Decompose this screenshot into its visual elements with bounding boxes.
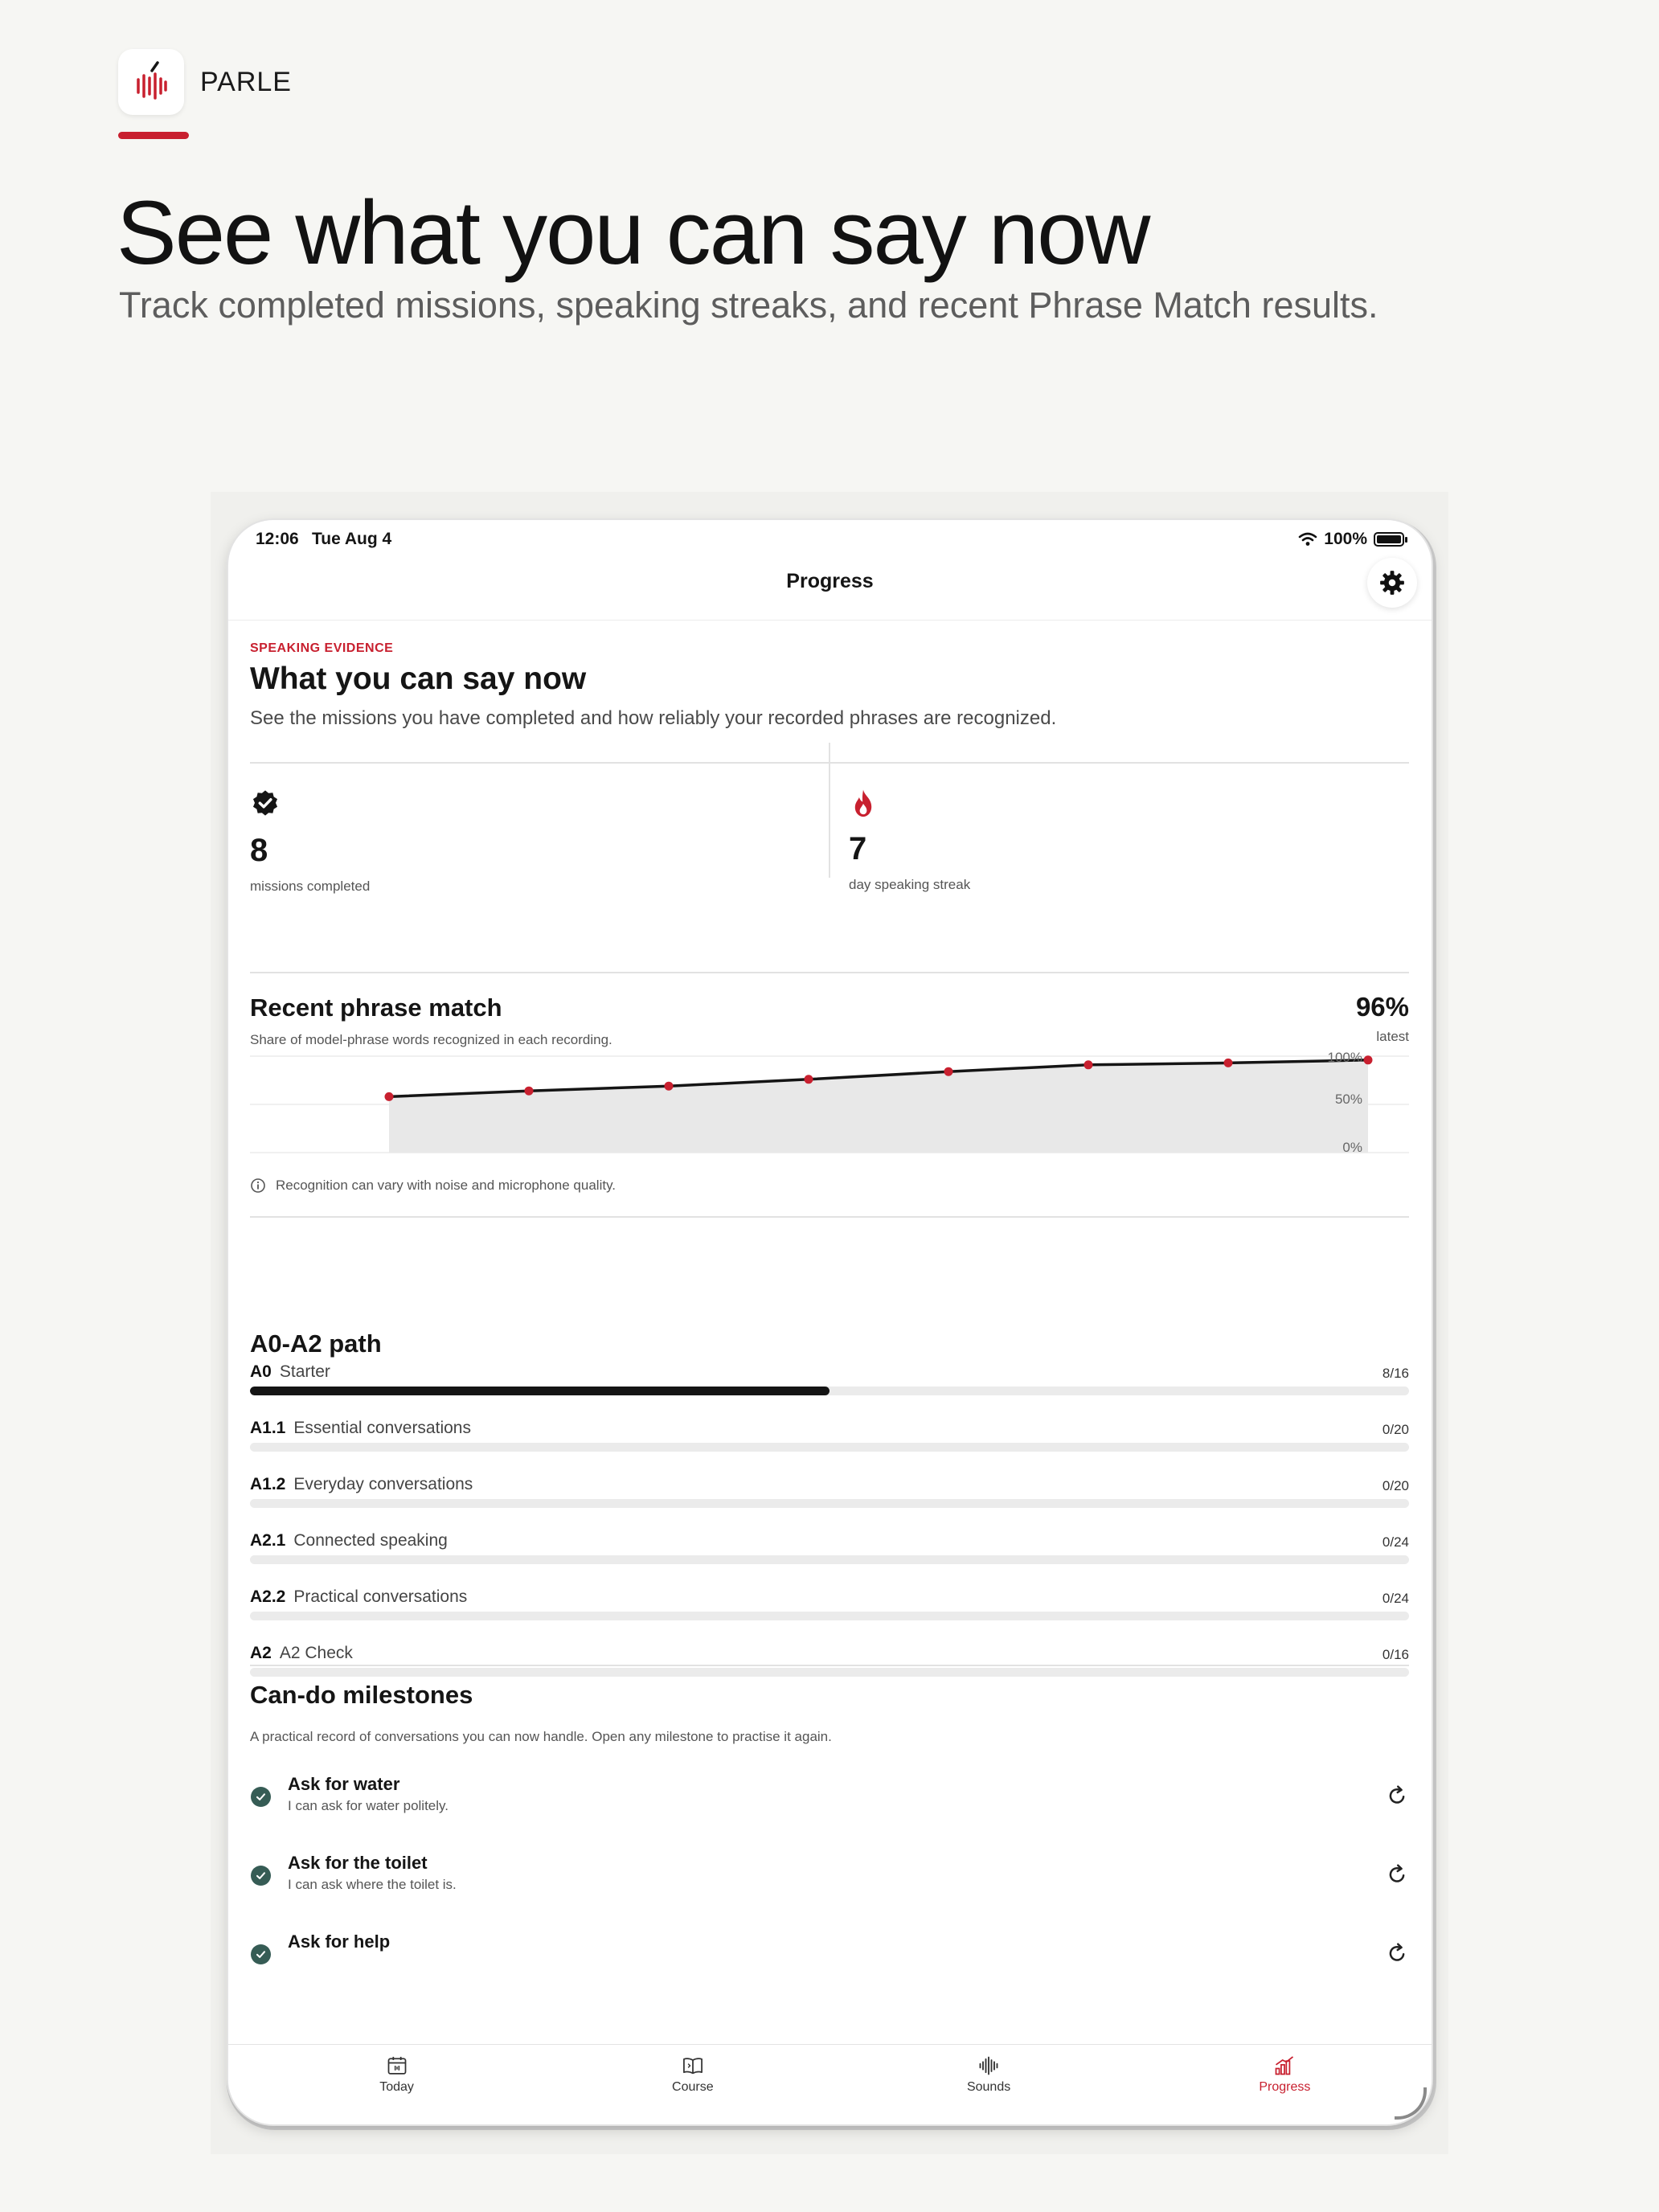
milestone-title: Ask for the toilet (288, 1853, 428, 1873)
level-row[interactable] (250, 1419, 1409, 1475)
level-count: 0/24 (1382, 1591, 1409, 1606)
y-tick-label: 0% (1342, 1140, 1362, 1155)
data-point (385, 1092, 394, 1101)
y-tick-label: 50% (1334, 1092, 1362, 1107)
data-point (525, 1087, 534, 1096)
recognition-note-text: Recognition can vary with noise and microphone quality. (276, 1178, 616, 1193)
series-area (389, 1060, 1368, 1153)
gear-icon (1378, 569, 1406, 596)
missions-label: missions completed (250, 879, 371, 894)
level-name: A2 Check (279, 1644, 353, 1662)
app-logo-icon (118, 49, 184, 115)
level-count: 0/24 (1382, 1534, 1409, 1550)
path-title: A0-A2 path (250, 1329, 382, 1358)
tab-progress[interactable] (1204, 2054, 1365, 2095)
level-row[interactable] (250, 1587, 1409, 1644)
level-row[interactable] (250, 1531, 1409, 1587)
battery-icon (1374, 532, 1404, 547)
brand-name: PARLE (200, 66, 292, 97)
level-count: 0/20 (1382, 1422, 1409, 1437)
evidence-title: What you can say now (250, 662, 587, 696)
milestone-title: Ask for water (288, 1774, 400, 1794)
tablet-screen (228, 520, 1432, 2124)
nav-divider (228, 620, 1432, 621)
data-point (1084, 1060, 1093, 1069)
milestone-subtitle: I can ask for water politely. (288, 1798, 449, 1813)
tab-course[interactable] (612, 2054, 773, 2095)
phrase-match-title: Recent phrase match (250, 993, 502, 1022)
level-progress-track (250, 1612, 1409, 1620)
level-progress-track (250, 1555, 1409, 1564)
book-icon (682, 2054, 704, 2077)
milestone-item[interactable] (250, 1931, 1409, 2004)
practise-again-icon[interactable] (1385, 1862, 1409, 1886)
phrase-match-subtitle: Share of model-phrase words recognized in each recording. (250, 1032, 612, 1047)
calendar-icon (386, 2054, 408, 2077)
stats-divider (829, 743, 830, 878)
check-circle-icon (251, 1866, 271, 1886)
missions-value: 8 (250, 833, 268, 868)
promo-headline: See what you can say now (117, 182, 1149, 283)
practise-again-icon[interactable] (1385, 1941, 1409, 1965)
practise-again-icon[interactable] (1385, 1784, 1409, 1808)
data-point (665, 1082, 674, 1091)
tab-sounds-label: Sounds (966, 2080, 1011, 2094)
battery-percent: 100% (1324, 530, 1367, 548)
milestone-item[interactable] (250, 1853, 1409, 1925)
milestones-title: Can-do milestones (250, 1681, 473, 1709)
level-row[interactable] (250, 1362, 1409, 1419)
tab-bar (228, 2044, 1432, 2124)
level-code: A1.2 (250, 1475, 286, 1493)
tab-course-label: Course (672, 2080, 714, 2094)
level-progress-fill (250, 1387, 830, 1395)
level-row[interactable] (250, 1475, 1409, 1531)
stat-missions (250, 789, 370, 895)
settings-button[interactable] (1367, 558, 1417, 608)
level-code: A1.1 (250, 1419, 286, 1437)
stat-streak (849, 789, 970, 893)
page-title: Progress (786, 570, 874, 592)
level-count: 0/20 (1382, 1478, 1409, 1493)
level-progress-track (250, 1499, 1409, 1508)
divider (250, 1216, 1409, 1218)
level-code: A2.1 (250, 1531, 286, 1550)
level-name: Connected speaking (293, 1531, 448, 1550)
verified-badge-icon (250, 789, 281, 819)
level-name: Starter (279, 1362, 330, 1381)
data-point (944, 1067, 953, 1076)
level-name: Essential conversations (293, 1419, 471, 1437)
tab-today-label: Today (379, 2080, 414, 2094)
brand-header (118, 49, 292, 115)
y-tick-label: 100% (1327, 1052, 1362, 1065)
level-name: Practical conversations (293, 1587, 468, 1606)
level-code: A2.2 (250, 1587, 286, 1606)
check-circle-icon (251, 1787, 271, 1807)
waveform-icon (977, 2054, 1000, 2077)
streak-value: 7 (849, 831, 867, 866)
phrase-match-chart (250, 1052, 1409, 1157)
tab-progress-label: Progress (1259, 2080, 1311, 2094)
status-bar (228, 520, 1432, 555)
milestone-subtitle: I can ask where the toilet is. (288, 1877, 457, 1892)
level-name: Everyday conversations (293, 1475, 473, 1493)
wifi-icon (1298, 532, 1317, 547)
divider (250, 1665, 1409, 1666)
level-progress-track (250, 1443, 1409, 1452)
brand-underline (118, 132, 189, 139)
bar-chart-icon (1273, 2054, 1296, 2077)
milestone-item[interactable] (250, 1774, 1409, 1846)
milestones-description: A practical record of conversations you can now handle. Open any milestone to practise it again. (250, 1729, 832, 1744)
data-point (1224, 1059, 1233, 1067)
level-progress-track (250, 1668, 1409, 1677)
latest-match-label: latest (1376, 1029, 1409, 1044)
level-count: 8/16 (1382, 1366, 1409, 1381)
data-point (805, 1075, 813, 1083)
streak-label: day speaking streak (849, 877, 971, 892)
promo-subheadline: Track completed missions, speaking streaks, and recent Phrase Match results. (119, 285, 1378, 326)
level-count: 0/16 (1382, 1647, 1409, 1662)
info-icon (250, 1178, 266, 1194)
status-time: 12:06 (256, 530, 299, 548)
section-eyebrow: SPEAKING EVIDENCE (250, 641, 394, 655)
tab-today[interactable] (317, 2054, 477, 2095)
status-indicators (1298, 530, 1404, 549)
tab-sounds[interactable] (908, 2054, 1069, 2095)
data-point (1364, 1055, 1373, 1064)
check-circle-icon (251, 1944, 271, 1964)
level-code: A2 (250, 1644, 272, 1662)
latest-match-value: 96% (1355, 992, 1409, 1022)
divider (250, 972, 1409, 973)
milestone-title: Ask for help (288, 1931, 391, 1952)
recognition-note (250, 1178, 616, 1194)
flame-icon (849, 789, 878, 819)
level-code: A0 (250, 1362, 272, 1381)
level-progress-track (250, 1387, 1409, 1395)
evidence-description: See the missions you have completed and how reliably your recorded phrases are recognized. (250, 707, 1057, 729)
status-date: Tue Aug 4 (312, 530, 392, 548)
